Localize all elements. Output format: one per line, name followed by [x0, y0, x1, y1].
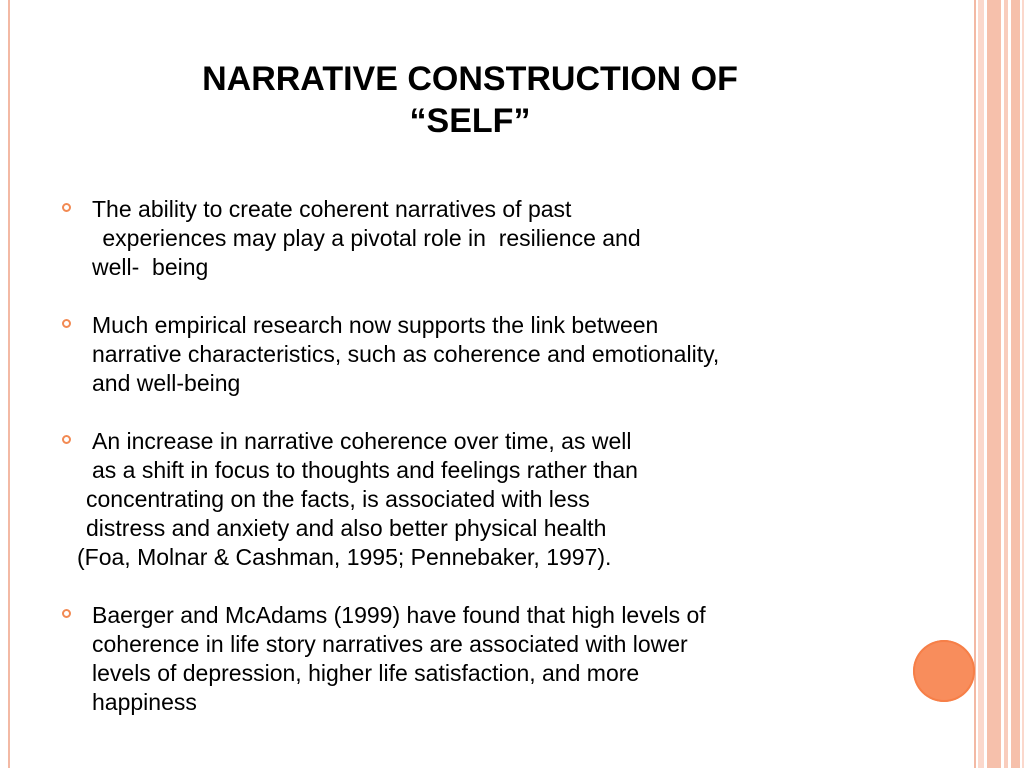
slide-title: [120, 58, 820, 142]
bullet-line: distress and anxiety and also better physical health: [86, 515, 607, 541]
stripe: [987, 0, 1001, 768]
bullet-item: [62, 601, 892, 717]
bullet-marker-icon: [62, 609, 71, 618]
bullet-line: and well-being: [92, 370, 241, 396]
decorative-circle: [913, 640, 975, 702]
bullet-line: levels of depression, higher life satisfaction, and more: [92, 660, 640, 686]
bullet-marker-icon: [62, 319, 71, 328]
bullet-line: coherence in life story narratives are associated with lower: [92, 631, 688, 657]
bullet-line: as a shift in focus to thoughts and feelings rather than: [92, 457, 638, 483]
bullet-line: happiness: [92, 689, 197, 715]
title-line-2: “SELF”: [409, 102, 531, 140]
bullet-line: well- being: [92, 254, 209, 280]
bullet-line: (Foa, Molnar & Cashman, 1995; Pennebaker, 1997).: [77, 544, 612, 570]
stripe: [1004, 0, 1008, 768]
decorative-stripes: [978, 0, 1024, 768]
bullet-line: narrative characteristics, such as coherence and emotionality,: [92, 341, 720, 367]
bullet-item: [62, 311, 892, 398]
bullet-line: concentrating on the facts, is associated with less: [86, 486, 590, 512]
title-line-1: NARRATIVE CONSTRUCTION OF: [202, 60, 738, 98]
bullet-item: [62, 427, 892, 572]
bullet-line: Much empirical research now supports the link between: [92, 312, 659, 338]
bullet-item: [62, 195, 892, 282]
stripe: [1011, 0, 1020, 768]
stripe: [978, 0, 984, 768]
bullet-marker-icon: [62, 435, 71, 444]
bullet-line: experiences may play a pivotal role in resilience and: [96, 225, 641, 251]
bullet-list: [62, 195, 892, 746]
bullet-line: An increase in narrative coherence over time, as well: [92, 428, 632, 454]
bullet-line: The ability to create coherent narratives of past: [92, 196, 572, 222]
bullet-line: Baerger and McAdams (1999) have found that high levels of: [92, 602, 706, 628]
bullet-marker-icon: [62, 203, 71, 212]
